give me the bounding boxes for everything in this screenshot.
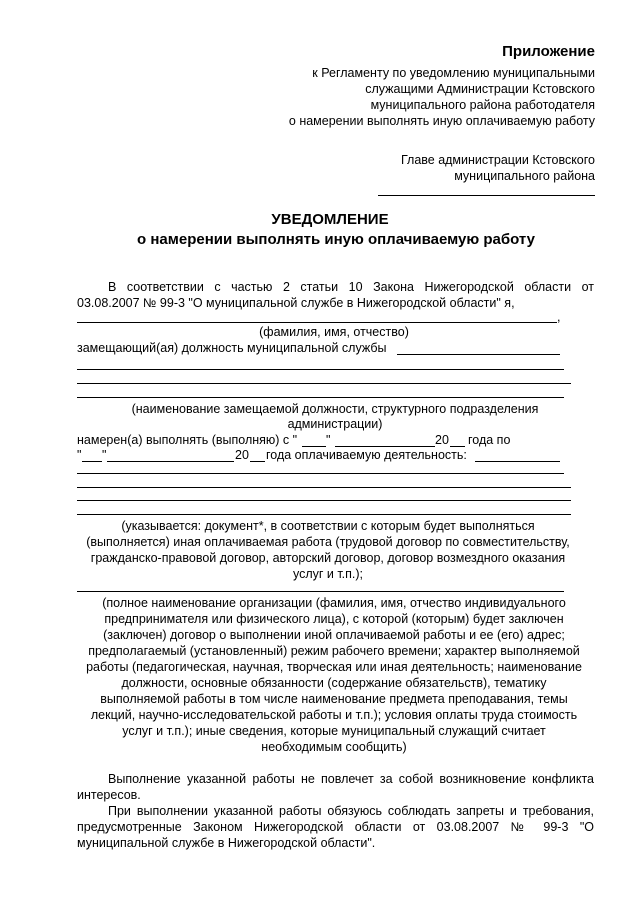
intends2-month-blank xyxy=(107,461,234,462)
appendix-line-2: служащими Администрации Кстовского xyxy=(365,82,595,96)
org-blank-line xyxy=(77,591,564,592)
org-caption-3: (заключен) договор о выполнении иной оплачиваемой работы и ее (его) адрес; xyxy=(103,628,565,642)
appendix-line-1: к Регламенту по уведомлению муниципальными xyxy=(312,66,595,80)
org-caption-10: необходимым сообщить) xyxy=(261,740,407,754)
activity-blank-3 xyxy=(77,487,571,488)
position-caption-2: администрации) xyxy=(287,417,383,431)
closing-p1-line-1: Выполнение указанной работы не повлечет за собой возникновение конфликта xyxy=(108,772,594,786)
position-blank-1 xyxy=(397,354,560,355)
doc-caption-1: (указывается: документ*, в соответствии с которым будет выполняться xyxy=(121,519,535,533)
addressee-line-1: Главе администрации Кстовского xyxy=(400,153,595,167)
org-caption-8: лекций, научно-исследовательской работы и т.п.); условия оплаты труда стоимость xyxy=(90,708,578,722)
fio-comma: , xyxy=(557,310,561,324)
org-caption-6: должности, основные обязанности (содержание обязательств), тематику xyxy=(121,676,547,690)
appendix-line-4: о намерении выполнять иную оплачиваемую работу xyxy=(288,114,595,128)
doc-caption-3: гражданско-правовой договор, авторский договор, договор возмездного оказания xyxy=(90,551,566,565)
intends2-year-20: 20 xyxy=(235,448,249,462)
intends-quote-close: " xyxy=(326,433,331,447)
position-blank-2 xyxy=(77,369,564,370)
position-blank-4 xyxy=(77,397,564,398)
org-caption-7: выполняемой работы в том числе наименование предмета преподавания, темы xyxy=(100,692,568,706)
org-caption-5: работы (педагогическая, научная, творческая или иная деятельность; наименование xyxy=(86,660,582,674)
appendix-title: Приложение xyxy=(502,43,595,60)
intends2-year-blank xyxy=(250,461,265,462)
appendix-line-3: муниципального района работодателя xyxy=(370,98,595,112)
closing-p1-line-2: интересов. xyxy=(77,788,141,802)
doc-caption-2: (выполняется) иная оплачиваемая работа (трудовой договор по совместительству, xyxy=(86,535,570,549)
fio-caption: (фамилия, имя, отчество) xyxy=(259,325,409,339)
position-caption-1: (наименование замещаемой должности, структурного подразделения xyxy=(131,402,539,416)
doc-caption-4: услуг и т.п.); xyxy=(292,567,364,581)
org-caption-4: предполагаемый (установленный) режим рабочего времени; характер выполняемой xyxy=(88,644,580,658)
intends2-quote-open: " xyxy=(77,448,82,462)
activity-blank-5 xyxy=(77,514,571,515)
intends2-day-blank xyxy=(82,461,102,462)
org-caption-9: услуг и т.п.); иные сведения, которые муниципальный служащий считает xyxy=(122,724,546,738)
addressee-line-2: муниципального района xyxy=(454,169,595,183)
activity-blank-4 xyxy=(77,500,571,501)
closing-p2-line-3: муниципальной службе в Нижегородской области". xyxy=(77,836,376,850)
document-subtitle: о намерении выполнять иную оплачиваемую работу xyxy=(137,231,535,248)
position-blank-3 xyxy=(77,383,571,384)
activity-blank-1 xyxy=(475,461,560,462)
document-title: УВЕДОМЛЕНИЕ xyxy=(271,211,389,228)
closing-p2-line-1: При выполнении указанной работы обязуюсь соблюдать запреты и требования, xyxy=(108,804,594,818)
org-caption-2: предпринимателя или физического лица), с которой (которым) будет заключен xyxy=(104,612,564,626)
addressee-blank-line xyxy=(378,195,595,196)
position-label: замещающий(ая) должность муниципальной службы xyxy=(77,341,387,355)
activity-blank-2 xyxy=(77,473,564,474)
intends-suffix: года по xyxy=(468,433,511,447)
org-caption-1: (полное наименование организации (фамилия, имя, отчество индивидуального xyxy=(102,596,566,610)
intends2-suffix: года оплачиваемую деятельность: xyxy=(266,448,467,462)
intends-prefix: намерен(а) выполнять (выполняю) с " xyxy=(77,433,298,447)
intro-line-1: В соответствии с частью 2 статьи 10 Закона Нижегородской области от xyxy=(108,280,594,294)
intro-line-2: 03.08.2007 № 99-3 "О муниципальной службе в Нижегородской области" я, xyxy=(77,296,515,310)
intends2-quote-close: " xyxy=(102,448,107,462)
fio-blank-line xyxy=(77,322,557,323)
closing-p2-line-2: предусмотренные Законом Нижегородской области от 03.08.2007 № 99-3 "О xyxy=(77,820,594,834)
intends-year-20: 20 xyxy=(435,433,449,447)
